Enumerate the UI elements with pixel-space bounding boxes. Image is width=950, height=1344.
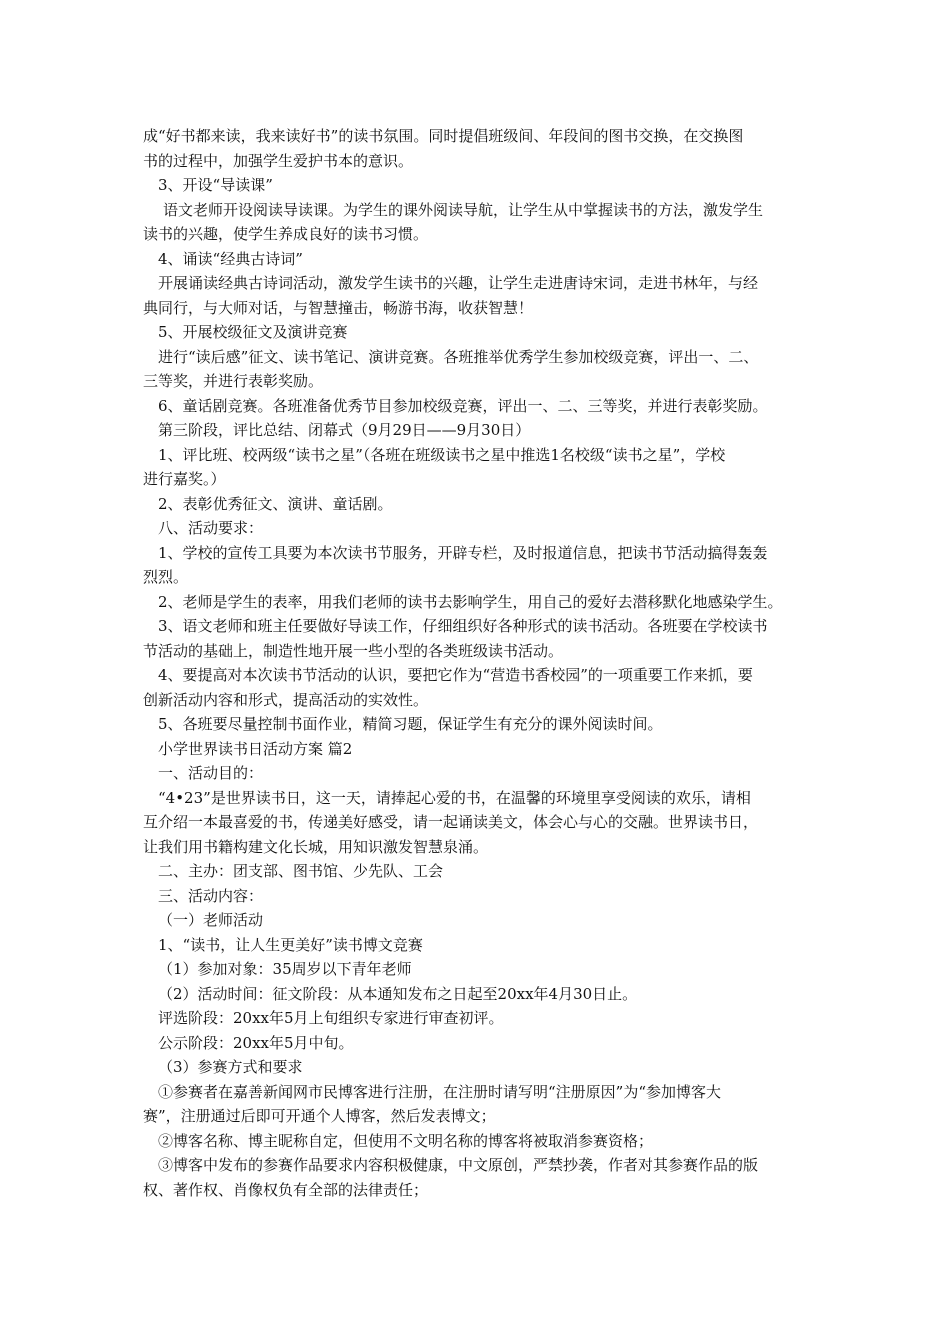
text-line: ②博客名称、博主昵称自定，但使用不文明名称的博客将被取消参赛资格； (158, 1131, 654, 1150)
text-line: （一）老师活动 (158, 911, 264, 929)
text-line: （2）活动时间：征文阶段：从本通知发布之日起至20xx年4月30日止。 (158, 984, 638, 1003)
text-line: 小学世界读书日活动方案 篇2 (158, 739, 353, 758)
text-line: 3、开设“导读课” (158, 176, 273, 194)
text-line: 3、语文老师和班主任要做好导读工作，仔细组织好各种形式的读书活动。各班要在学校读书 (158, 617, 768, 635)
text-line: ③博客中发布的参赛作品要求内容积极健康，中文原创，严禁抄袭，作者对其参赛作品的版 (158, 1156, 759, 1174)
text-line: 5、开展校级征文及演讲竞赛 (158, 323, 348, 341)
text-line: 第三阶段，评比总结、闭幕式（9月29日——9月30日） (158, 421, 531, 439)
text-line: 语文老师开设阅读导读课。为学生的课外阅读导航，让学生从中掌握读书的方法，激发学生 (163, 200, 764, 219)
text-line: 权、著作权、肖像权负有全部的法律责任； (143, 1180, 429, 1199)
text-line: （1）参加对象：35周岁以下青年老师 (158, 960, 412, 978)
text-line: 6、童话剧竞赛。各班准备优秀节目参加校级竞赛，评出一、二、三等奖，并进行表彰奖励。 (158, 396, 768, 415)
text-line: 赛”，注册通过后即可开通个人博客，然后发表博文； (143, 1107, 496, 1125)
text-line: 2、老师是学生的表率，用我们老师的读书去影响学生，用自己的爱好去潜移默化地感染学生。 (158, 592, 783, 611)
text-line: 让我们用书籍构建文化长城，用知识激发智慧泉涌。 (143, 837, 489, 856)
text-line: 二、主办：团支部、图书馆、少先队、工会 (158, 862, 444, 880)
text-line: 一、活动目的： (158, 764, 264, 782)
text-line: 八、活动要求： (158, 519, 264, 537)
text-line: 读书的兴趣，使学生养成良好的读书习惯。 (143, 225, 429, 243)
text-line: 5、各班要尽量控制书面作业，精简习题，保证学生有充分的课外阅读时间。 (158, 715, 663, 733)
text-line: “4•23”是世界读书日，这一天，请捧起心爱的书，在温馨的环境里享受阅读的欢乐，请相 (158, 788, 751, 807)
text-line: 进行“读后感”征文、读书笔记、演讲竞赛。各班推举优秀学生参加校级竞赛，评出一、二、 (158, 347, 759, 366)
text-line: 创新活动内容和形式，提高活动的实效性。 (143, 690, 429, 709)
text-line: 2、表彰优秀征文、演讲、童话剧。 (158, 494, 393, 513)
document-body (143, 124, 823, 1202)
text-line: 1、“读书，让人生更美好”读书博文竞赛 (158, 935, 423, 954)
text-line: 公示阶段：20xx年5月中旬。 (158, 1033, 354, 1052)
text-line: ①参赛者在嘉善新闻网市民博客进行注册，在注册时请写明“注册原因”为“参加博客大 (158, 1082, 722, 1101)
text-line: 1、学校的宣传工具要为本次读书节服务，开辟专栏，及时报道信息，把读书节活动搞得轰轰 (158, 543, 768, 562)
text-line: 开展诵读经典古诗词活动，激发学生读书的兴趣，让学生走进唐诗宋词，走进书林年，与经 (158, 274, 759, 292)
text-line: 节活动的基础上，制造性地开展一些小型的各类班级读书活动。 (143, 641, 564, 660)
text-line: 三等奖，并进行表彰奖励。 (143, 372, 324, 390)
text-line: 评选阶段：20xx年5月上旬组织专家进行审查初评。 (158, 1009, 504, 1027)
text-line: 书的过程中，加强学生爱护书本的意识。 (143, 151, 414, 170)
text-line: 1、评比班、校两级“读书之星”（各班在班级读书之星中推选1名校级“读书之星”，学校 (158, 445, 726, 464)
text-line: 4、要提高对本次读书节活动的认识，要把它作为“营造书香校园”的一项重要工作来抓，要 (158, 666, 753, 684)
text-line: 进行嘉奖。） (143, 470, 226, 488)
text-line: 三、活动内容： (158, 886, 264, 905)
text-line: 互介绍一本最喜爱的书，传递美好感受，请一起诵读美文，体会心与心的交融。世界读书日， (143, 813, 759, 831)
text-line: 典同行，与大师对话，与智慧撞击，畅游书海，收获智慧！ (143, 298, 534, 317)
text-line: （3）参赛方式和要求 (158, 1058, 303, 1076)
text-line: 烈烈。 (143, 568, 189, 586)
text-line: 成“好书都来读，我来读好书”的读书氛围。同时提倡班级间、年段间的图书交换，在交换图 (143, 127, 744, 145)
text-line: 4、诵读“经典古诗词” (158, 249, 303, 268)
